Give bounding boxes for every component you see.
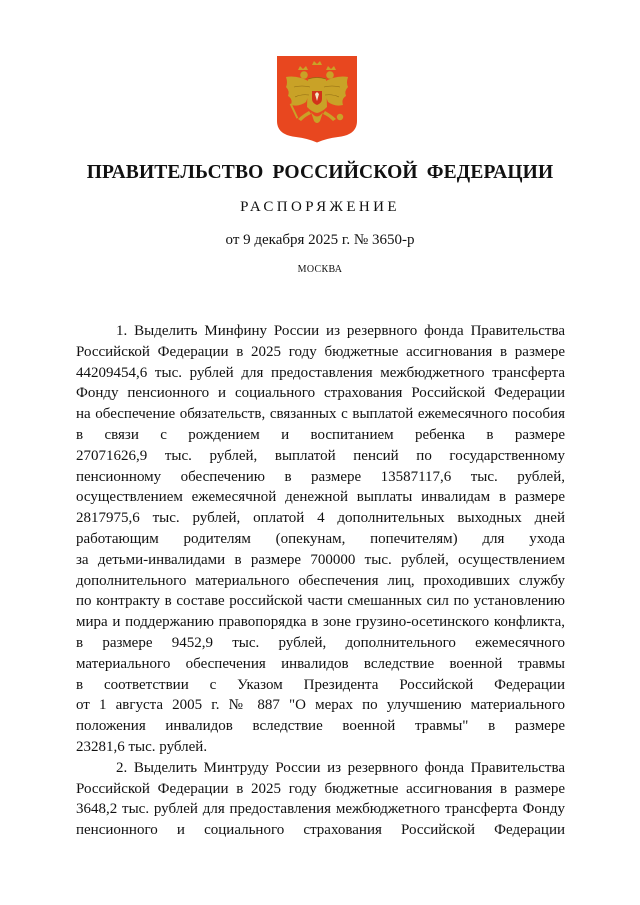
text-line: дополнительного материального обеспечения лиц, проходивших службу <box>76 572 565 589</box>
text-line: пенсионного и социального страхования Российской Федерации <box>76 822 565 839</box>
text-line: в размере 9452,9 тыс. рублей, дополнительного ежемесячного <box>76 634 565 651</box>
text-line: Фонду пенсионного и социального страхования Российской Федерации <box>76 385 565 402</box>
text-line: в соответствии с Указом Президента Российской Федерации <box>76 676 565 693</box>
text-line: пенсионному обеспечению в размере 13587117,6 тыс. рублей, <box>76 468 565 485</box>
text-line: за детьми-инвалидами в размере 700000 тыс. рублей, осуществлением <box>76 551 565 568</box>
document-type: РАСПОРЯЖЕНИЕ <box>240 199 400 215</box>
text-line: по контракту в составе российской части смешанных сил по установлению <box>76 593 565 610</box>
document-body <box>76 321 565 841</box>
text-line: мира и поддержанию правопорядка в зоне грузино-осетинского конфликта, <box>76 614 565 631</box>
text-line: 23281,6 тыс. рублей. <box>76 738 208 755</box>
text-line: 2. Выделить Минтруду России из резервного фонда Правительства <box>116 759 565 776</box>
text-line: от 1 августа 2005 г. № 887 "О мерах по улучшению материального <box>76 697 565 714</box>
text-line: на обеспечение обязательств, связанных с выплатой ежемесячного пособия <box>76 406 565 423</box>
text-line: 2817975,6 тыс. рублей, оплатой 4 дополнительных выходных дней <box>76 510 565 527</box>
text-line: Российской Федерации в 2025 году бюджетные ассигнования в размере <box>76 343 565 360</box>
text-line: 44209454,6 тыс. рублей для предоставления межбюджетного трансферта <box>76 364 565 381</box>
document-date-number: от 9 декабря 2025 г. № 3650-р <box>225 232 415 248</box>
text-line: в связи с рождением и воспитанием ребенка в размере <box>76 426 565 443</box>
paragraph-1 <box>76 321 565 758</box>
text-line: работающим родителям (опекунам, попечителям) для ухода <box>76 530 565 547</box>
text-line: положения инвалидов вследствие военной травмы" в размере <box>76 718 565 735</box>
text-line: Российской Федерации в 2025 году бюджетные ассигнования в размере <box>76 780 565 797</box>
text-line: материального обеспечения инвалидов вследствие военной травмы <box>76 655 565 672</box>
text-line: осуществлением ежемесячной денежной выплаты инвалидам в размере <box>76 489 565 506</box>
document-city: МОСКВА <box>297 264 343 275</box>
coat-of-arms-emblem-icon <box>276 55 358 143</box>
paragraph-2 <box>76 758 565 841</box>
text-line: 3648,2 тыс. рублей для предоставления межбюджетного трансферта Фонду <box>76 801 565 818</box>
text-line: 27071626,9 тыс. рублей, выплатой пенсий по государственному <box>76 447 565 464</box>
text-line: 1. Выделить Минфину России из резервного фонда Правительства <box>116 323 565 339</box>
government-title: ПРАВИТЕЛЬСТВО РОССИЙСКОЙ ФЕДЕРАЦИИ <box>86 162 554 183</box>
